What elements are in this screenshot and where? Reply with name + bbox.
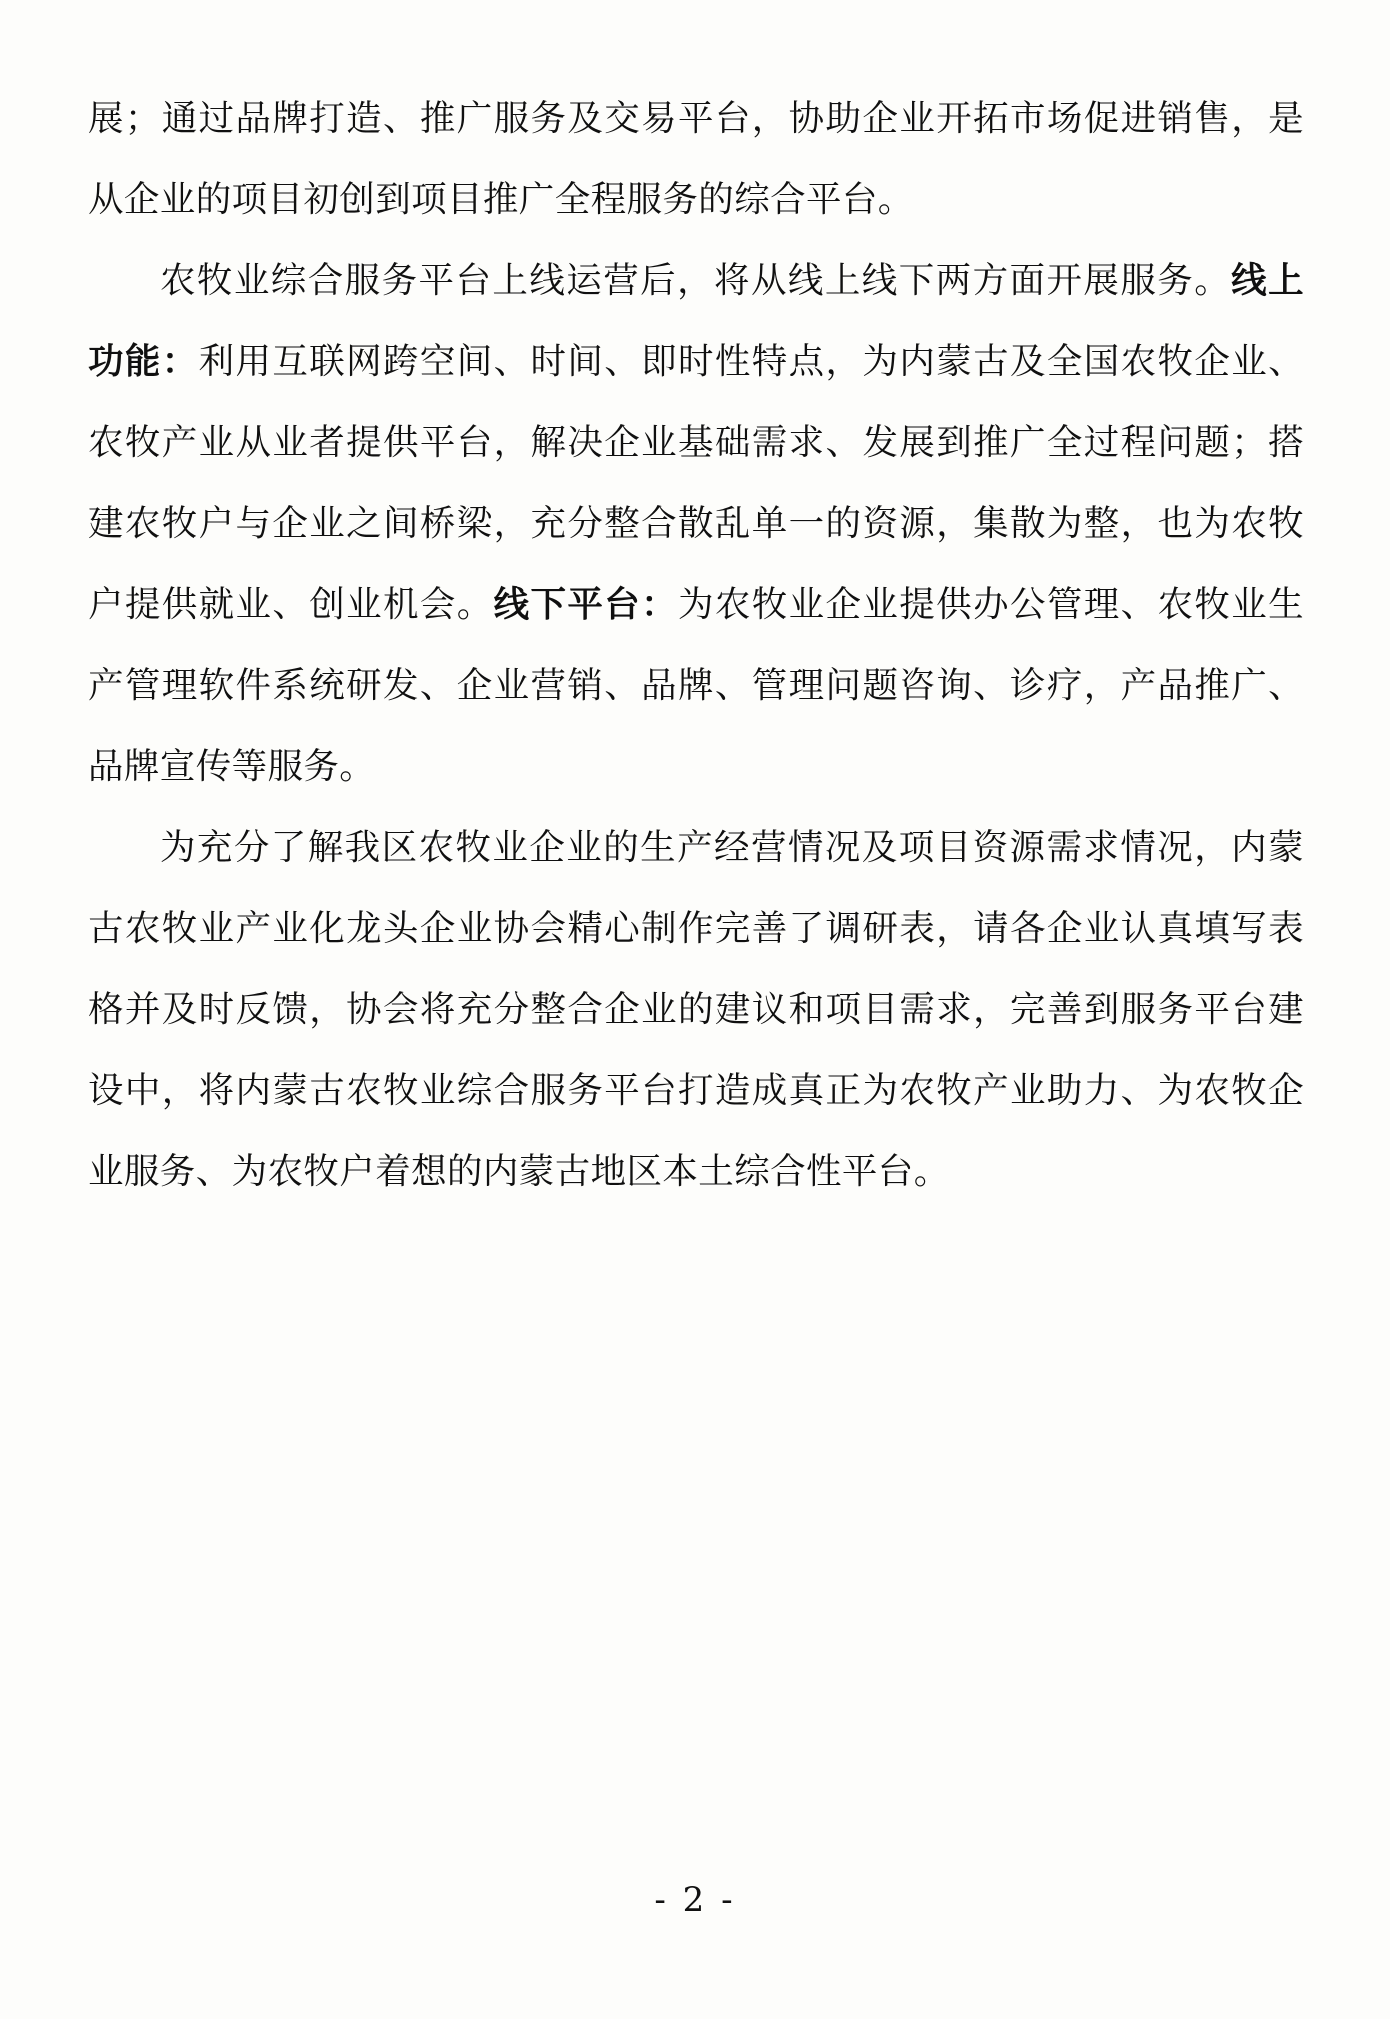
paragraph-2-run-1: 农牧业综合服务平台上线运营后，将从线上线下两方面开展服务。 [160,260,1232,301]
paragraph-2-heading-online: 线上功能： [88,260,1304,382]
paragraph-2-heading-offline: 线下平台： [493,584,679,625]
paragraph-2-run-2: 利用互联网跨空间、时间、即时性特点，为内蒙古及全国农牧企业、农牧产业从业者提供平台，解决企业基础需求、发展到推广全过程问题；搭建农牧户与企业之间桥梁，充分整合散乱单一的资源，集散为整，也为农牧户提供就业、创业机会。 [88,341,1304,625]
paragraph-3-run-1: 为充分了解我区农牧业企业的生产经营情况及项目资源需求情况，内蒙古农牧业产业化龙头企业协会精心制作完善了调研表，请各企业认真填写表格并及时反馈，协会将充分整合企业的建议和项目需求，完善到服务平台建设中，将内蒙古农牧业综合服务平台打造成真正为农牧产业助力、为农牧企业服务、为农牧户着想的内蒙古地区本土综合性平台。 [88,827,1304,1192]
paragraph-1-run-1: 展；通过品牌打造、推广服务及交易平台，协助企业开拓市场促进销售，是从企业的项目初创到项目推广全程服务的综合平台。 [88,98,1304,220]
page-number: - 2 - [654,1880,736,1920]
paragraph-2-run-3: 为农牧业企业提供办公管理、农牧业生产管理软件系统研发、企业营销、品牌、管理问题咨询、诊疗，产品推广、品牌宣传等服务。 [88,584,1304,787]
paragraph-2 [88,240,1304,807]
paragraph-3 [88,807,1304,1212]
paragraph-1 [88,78,1304,240]
document-body [88,78,1304,1212]
